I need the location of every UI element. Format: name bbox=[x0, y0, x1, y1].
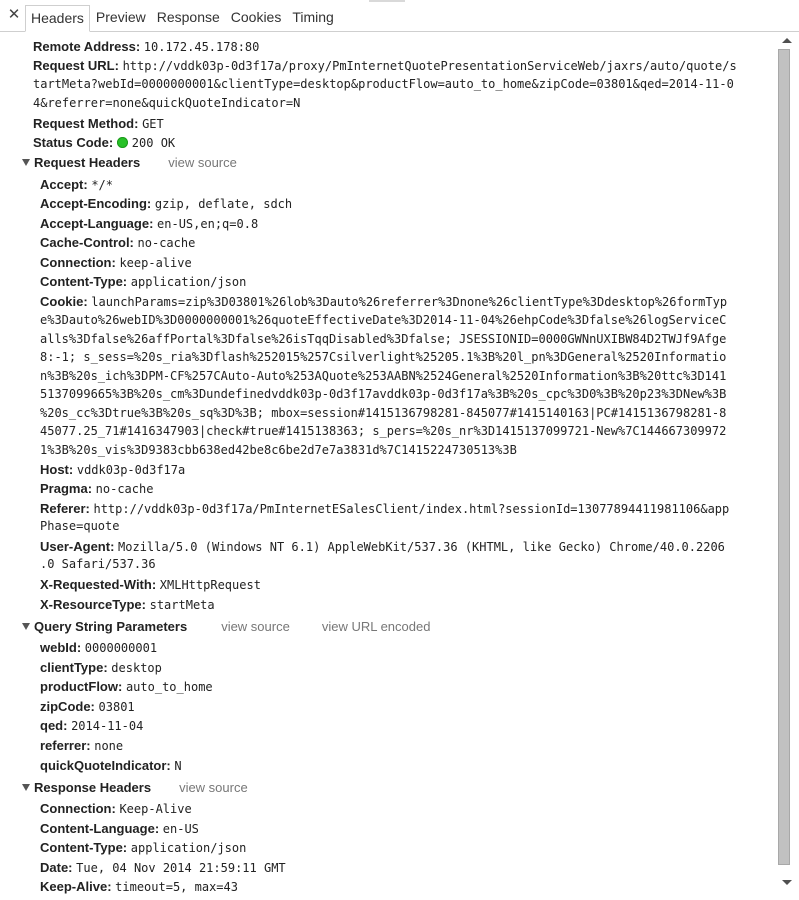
request-url-value: http://vddk03p-0d3f17a/proxy/PmInternetQuotePresentationServiceWeb/jaxrs/auto/quote/s bbox=[122, 59, 737, 73]
request-url-label: Request URL: bbox=[33, 58, 119, 73]
header-row bbox=[40, 233, 195, 252]
headers-panel bbox=[0, 33, 776, 900]
header-row bbox=[40, 272, 246, 291]
header-key: Connection: bbox=[40, 801, 116, 816]
header-value: timeout=5, max=43 bbox=[115, 880, 238, 894]
header-value: e%3Dauto%26webID%3D0000000001%26quoteEffectiveDate%3D2014-11-04%26ehpCode%3Dfalse%26logServiceC bbox=[40, 313, 727, 327]
param-key: webId: bbox=[40, 640, 82, 655]
header-key: Keep-Alive: bbox=[40, 879, 112, 894]
devtools-tabbar bbox=[0, 0, 799, 32]
close-icon[interactable]: ✕ bbox=[7, 6, 21, 23]
param-row bbox=[40, 658, 162, 677]
scroll-down-arrow-icon[interactable] bbox=[782, 880, 792, 885]
header-row bbox=[40, 253, 192, 272]
header-key: Content-Type: bbox=[40, 840, 128, 855]
header-value: alls%3Dfalse%26affPortal%3Dfalse%26isTqqDisabled%3Dfalse; JSESSIONID=0000GWNnUXIBW84D2TWJf9Afge bbox=[40, 332, 727, 346]
header-row bbox=[40, 838, 246, 857]
header-row bbox=[40, 292, 727, 311]
header-key: Date: bbox=[40, 860, 73, 875]
param-value: none bbox=[94, 739, 124, 753]
tab-cookies[interactable]: Cookies bbox=[230, 9, 282, 25]
header-row bbox=[40, 819, 199, 838]
expand-triangle-icon[interactable] bbox=[22, 623, 30, 630]
header-key: Content-Type: bbox=[40, 274, 128, 289]
header-key: Connection: bbox=[40, 255, 116, 270]
param-row bbox=[40, 716, 143, 735]
vertical-scrollbar[interactable] bbox=[777, 33, 798, 900]
param-value: auto_to_home bbox=[125, 680, 213, 694]
param-row bbox=[40, 697, 135, 716]
request-url-value: tartMeta?webId=0000000001&clientType=desktop&productFlow=auto_to_home&zipCode=03801&qed=2014-11-0 bbox=[33, 77, 734, 91]
header-value: http://vddk03p-0d3f17a/PmInternetESalesClient/index.html?sessionId=13077894411981106&app bbox=[93, 502, 730, 516]
param-key: qed: bbox=[40, 718, 68, 733]
request-method-row bbox=[33, 114, 164, 133]
header-value: startMeta bbox=[149, 598, 215, 612]
header-key: Cookie: bbox=[40, 294, 88, 309]
header-value: Tue, 04 Nov 2014 21:59:11 GMT bbox=[76, 861, 286, 875]
header-value: en-US bbox=[162, 822, 199, 836]
param-value: 0000000001 bbox=[84, 641, 158, 655]
header-key: User-Agent: bbox=[40, 539, 115, 554]
request-headers-section[interactable] bbox=[22, 153, 237, 172]
header-value: 1%3B%20s_vis%3D9383cbb638ed42be8c6be2d7e7a3831d%7C1415224730513%3B bbox=[40, 443, 517, 457]
header-value: %20s_cc%3Dtrue%3B%20s_sq%3D%3B; mbox=session#1415136798281-845077#1415140163|PC#1415136798281-8 bbox=[40, 406, 727, 420]
header-value: Phase=quote bbox=[40, 519, 120, 533]
header-value: application/json bbox=[130, 841, 247, 855]
header-key: Content-Language: bbox=[40, 821, 160, 836]
header-row bbox=[40, 499, 729, 518]
tab-response[interactable]: Response bbox=[156, 9, 220, 25]
header-value: vddk03p-0d3f17a bbox=[76, 463, 186, 477]
header-value: launchParams=zip%3D03801%26lob%3Dauto%26referrer%3Dnone%26clientType%3Ddesktop%26formTyp bbox=[91, 295, 728, 309]
query-params-view-source-link[interactable]: view source bbox=[221, 619, 290, 634]
tab-headers[interactable]: Headers bbox=[25, 5, 90, 32]
param-value: desktop bbox=[111, 661, 162, 675]
header-row bbox=[40, 877, 238, 896]
header-key: Host: bbox=[40, 462, 74, 477]
header-row bbox=[40, 575, 261, 594]
header-value: */* bbox=[91, 178, 113, 192]
status-ok-icon bbox=[117, 137, 128, 148]
panel-resize-handle[interactable] bbox=[369, 0, 405, 2]
header-value: .0 Safari/537.36 bbox=[40, 557, 156, 571]
request-url-row bbox=[33, 56, 737, 75]
header-row bbox=[40, 460, 185, 479]
request-method-value: GET bbox=[142, 117, 164, 131]
header-value: Keep-Alive bbox=[119, 802, 192, 816]
param-value: 03801 bbox=[98, 700, 135, 714]
header-key: X-ResourceType: bbox=[40, 597, 146, 612]
param-key: productFlow: bbox=[40, 679, 123, 694]
header-row bbox=[40, 194, 292, 213]
header-row bbox=[40, 858, 286, 877]
header-key: Referer: bbox=[40, 501, 90, 516]
response-headers-title: Response Headers bbox=[34, 780, 152, 795]
param-value: 2014-11-04 bbox=[71, 719, 144, 733]
tab-timing[interactable]: Timing bbox=[292, 9, 334, 25]
param-row bbox=[40, 736, 123, 755]
header-key: X-Requested-With: bbox=[40, 577, 157, 592]
remote-address-value: 10.172.45.178:80 bbox=[143, 40, 260, 54]
header-value: XMLHttpRequest bbox=[159, 578, 261, 592]
expand-triangle-icon[interactable] bbox=[22, 159, 30, 166]
request-url-value: 4&referrer=none&quickQuoteIndicator=N bbox=[33, 96, 301, 110]
header-key: Cache-Control: bbox=[40, 235, 134, 250]
remote-address-row bbox=[33, 37, 259, 56]
status-code-row bbox=[33, 133, 175, 152]
response-headers-view-source-link[interactable]: view source bbox=[179, 780, 248, 795]
param-key: zipCode: bbox=[40, 699, 95, 714]
query-params-title: Query String Parameters bbox=[34, 619, 188, 634]
request-method-label: Request Method: bbox=[33, 116, 139, 131]
header-value: 8:-1; s_sess=%20s_ria%3Dflash%252015%257Csilverlight%25205.1%3B%20l_pn%3DGeneral%2520Informatio bbox=[40, 350, 727, 364]
request-headers-view-source-link[interactable]: view source bbox=[168, 155, 237, 170]
param-key: quickQuoteIndicator: bbox=[40, 758, 171, 773]
request-headers-title: Request Headers bbox=[34, 155, 141, 170]
header-value: n%3B%20s_ich%3DPM-CF%257CAuto-Auto%253AQuote%253AABN%2524General%2520Information%3B%20ttc%3D141 bbox=[40, 369, 727, 383]
header-value: application/json bbox=[130, 275, 247, 289]
header-value: keep-alive bbox=[119, 256, 192, 270]
scroll-up-arrow-icon[interactable] bbox=[782, 38, 792, 43]
header-value: en-US,en;q=0.8 bbox=[157, 217, 259, 231]
expand-triangle-icon[interactable] bbox=[22, 784, 30, 791]
header-value: no-cache bbox=[137, 236, 196, 250]
header-row bbox=[40, 537, 725, 556]
header-row bbox=[40, 175, 113, 194]
status-code-label: Status Code: bbox=[33, 135, 114, 150]
scrollbar-thumb[interactable] bbox=[778, 49, 790, 865]
param-row bbox=[40, 756, 182, 775]
header-row bbox=[40, 214, 258, 233]
header-row bbox=[40, 799, 192, 818]
view-url-encoded-link[interactable]: view URL encoded bbox=[321, 619, 431, 634]
param-key: clientType: bbox=[40, 660, 108, 675]
param-key: referrer: bbox=[40, 738, 91, 753]
header-row bbox=[40, 595, 215, 614]
header-value: gzip, deflate, sdch bbox=[154, 197, 293, 211]
remote-address-label: Remote Address: bbox=[33, 39, 141, 54]
param-value: N bbox=[174, 759, 182, 773]
status-code-value: 200 OK bbox=[131, 136, 176, 150]
tab-preview[interactable]: Preview bbox=[95, 9, 146, 25]
query-params-section[interactable] bbox=[22, 617, 430, 636]
header-row bbox=[40, 479, 153, 498]
header-key: Accept-Language: bbox=[40, 216, 154, 231]
header-value: Mozilla/5.0 (Windows NT 6.1) AppleWebKit/537.36 (KHTML, like Gecko) Chrome/40.0.2206 bbox=[118, 540, 725, 554]
header-value: 45077.25_71#1416347903|check#true#1415138363; s_pers=%20s_nr%3D1415137099721-New%7C144667309972 bbox=[40, 424, 727, 438]
header-key: Pragma: bbox=[40, 481, 93, 496]
header-value: 5137099665%3B%20s_cm%3Dundefinedvddk03p-0d3f17avddk03p-0d3f17a%3B%20s_cpc%3D0%3B%20p23%3DNew%3B bbox=[40, 387, 727, 401]
param-row bbox=[40, 677, 213, 696]
response-headers-section[interactable] bbox=[22, 778, 248, 797]
param-row bbox=[40, 638, 157, 657]
header-key: Accept-Encoding: bbox=[40, 196, 152, 211]
tab-strip bbox=[25, 5, 340, 31]
header-key: Accept: bbox=[40, 177, 88, 192]
header-value: no-cache bbox=[95, 482, 154, 496]
